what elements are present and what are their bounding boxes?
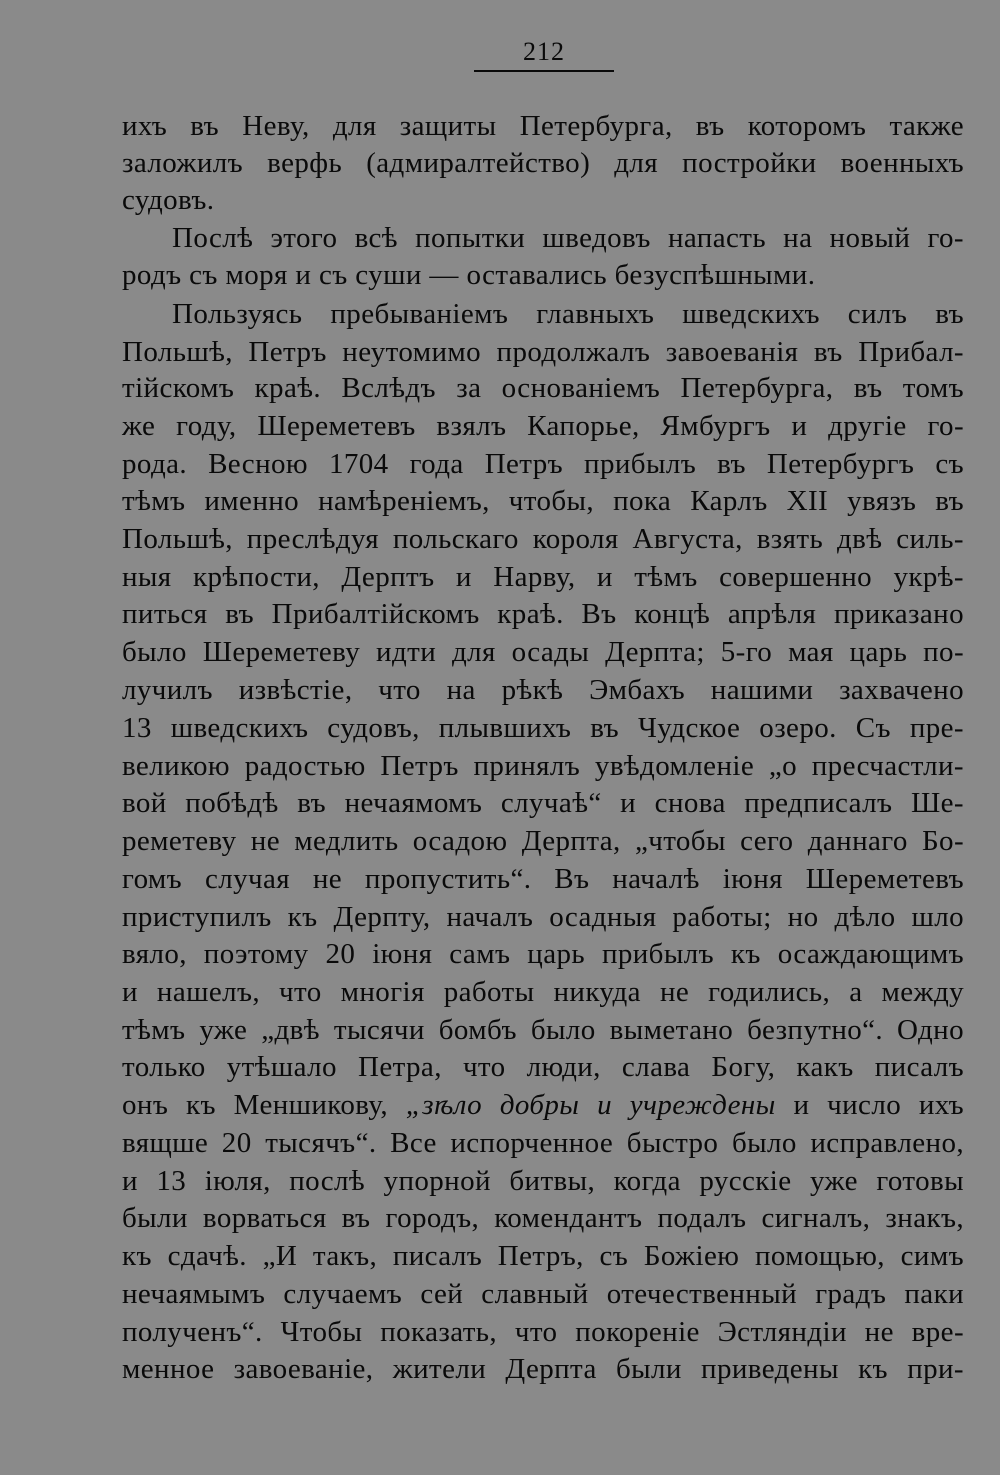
text-line: нечаямымъ случаемъ сей славный отечественный градъ паки: [122, 1278, 964, 1310]
text-line: родъ съ моря и съ суши — оставались безуспѣшными.: [122, 259, 816, 291]
text-line: 13 шведскихъ судовъ, плывшихъ въ Чудское озеро. Съ пре-: [122, 712, 964, 744]
text-line: вой побѣдѣ въ нечаямомъ случаѣ“ и снова предписалъ Ше-: [122, 787, 964, 819]
text-line: реметеву не медлить осадою Дерпта, „чтобы сего даннаго Бо-: [122, 825, 964, 857]
text-line: ихъ въ Неву, для защиты Петербурга, въ которомъ также: [122, 110, 964, 142]
text-line: тѣмъ уже „двѣ тысячи бомбъ было выметано безпутно“. Одно: [122, 1014, 964, 1046]
text-line: заложилъ верфь (адмиралтейство) для постройки военныхъ: [122, 147, 964, 179]
text-line: тѣмъ именно намѣреніемъ, чтобы, пока Карлъ XII увязъ въ: [122, 485, 964, 517]
page-number-rule: [474, 70, 614, 72]
text-line: полученъ“. Чтобы показать, что покореніе Эстляндіи не вре-: [122, 1316, 964, 1348]
text-line: тійскомъ краѣ. Вслѣдъ за основаніемъ Петербурга, въ томъ: [122, 372, 964, 404]
italic-quote: „зѣло добры и учреждены: [405, 1089, 776, 1121]
text-line: къ сдачѣ. „И такъ, писалъ Петръ, съ Божіею помощью, симъ: [122, 1240, 964, 1272]
text-line: были ворваться въ городъ, комендантъ подалъ сигналъ, знакъ,: [122, 1202, 964, 1234]
text-line: Пользуясь пребываніемъ главныхъ шведскихъ силъ въ: [172, 298, 964, 330]
text-line: судовъ.: [122, 184, 215, 216]
text-line: приступилъ къ Дерпту, началъ осадныя работы; но дѣло шло: [122, 901, 964, 933]
text-line: гомъ случая не пропустить“. Въ началѣ іюня Шереметевъ: [122, 863, 964, 895]
text-line-with-quote: [122, 1087, 964, 1123]
text-line: лучилъ извѣстіе, что на рѣкѣ Эмбахъ нашими захвачено: [122, 674, 964, 706]
text-line: питься въ Прибалтійскомъ краѣ. Въ концѣ апрѣля приказано: [122, 598, 964, 630]
text-segment: и число ихъ: [775, 1089, 964, 1121]
text-line: ныя крѣпости, Дерптъ и Нарву, и тѣмъ совершенно укрѣ-: [122, 561, 964, 593]
text-line: и 13 іюля, послѣ упорной битвы, когда русскіе уже готовы: [122, 1165, 964, 1197]
text-line: только утѣшало Петра, что люди, слава Богу, какъ писалъ: [122, 1051, 964, 1083]
text-line: и нашелъ, что многія работы никуда не годились, а между: [122, 976, 964, 1008]
text-line: вяло, поэтому 20 іюня самъ царь прибылъ къ осаждающимъ: [122, 938, 964, 970]
text-segment: онъ къ Меншикову,: [122, 1089, 406, 1121]
text-line: вящше 20 тысячъ“. Все испорченное быстро было исправлено,: [122, 1127, 964, 1159]
text-line: Польшѣ, преслѣдуя польскаго короля Августа, взять двѣ силь-: [122, 523, 964, 555]
text-line: было Шереметеву идти для осады Дерпта; 5-го мая царь по-: [122, 636, 964, 668]
text-line: Послѣ этого всѣ попытки шведовъ напасть на новый го-: [172, 222, 964, 254]
text-line: рода. Весною 1704 года Петръ прибылъ въ Петербургъ съ: [122, 448, 964, 480]
text-line: великою радостью Петръ принялъ увѣдомленіе „о пресчастли-: [122, 750, 964, 782]
page-number: 212: [523, 37, 565, 66]
text-line: же году, Шереметевъ взялъ Капорье, Ямбургъ и другіе го-: [122, 410, 964, 442]
text-line: Польшѣ, Петръ неутомимо продолжалъ завоеванія въ Прибал-: [122, 336, 964, 368]
text-line: менное завоеваніе, жители Дерпта были приведены къ при-: [122, 1353, 964, 1385]
